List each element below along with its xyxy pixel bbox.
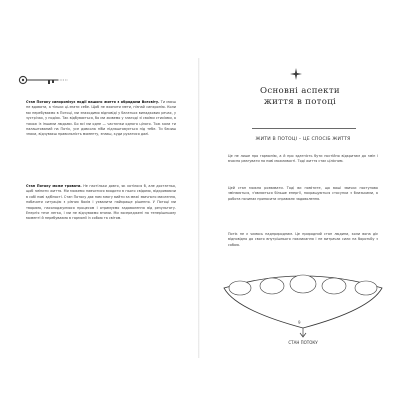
diagram-node-4: [322, 278, 346, 294]
flow-diagram: [220, 270, 386, 350]
right-paragraph-2: Цей стан можна розвивати. Тоді ви помітите, що ваші звички поступово змінюються, з'являється більше енергії, покращуються стосунки з близькими, а робота починає приносити справжнє задоволення.: [228, 186, 378, 201]
diagram-node-3: [290, 275, 316, 293]
right-paragraph-1: Це не лише про гармонію, а й про здатність бути постійно відкритим до змін і вчасно реагувати на нові можливості. Тоді життя стає цілісним.: [228, 154, 378, 164]
left-paragraph-2: [26, 184, 176, 222]
left-paragraph-1: [26, 100, 176, 138]
subhead-divider: [252, 128, 356, 129]
diagram-caption: СТАН ПОТОКУ: [288, 340, 318, 345]
chapter-title: [226, 86, 374, 108]
key-ornament-icon: [18, 72, 70, 88]
right-page-number: 9: [298, 320, 301, 325]
diagram-node-1: [229, 281, 251, 295]
left-paragraph-2-body: Не настільки довго, як хотілося б, але достатньо, щоб змінити життя. Ми можемо навчитися входити в нього свідомо, відкриваючи в собі нові здібності. Стан Потоку дає нам змогу вийти за межі звичного мислення, побачити ситуацію з різних боків і ухвалити найкраще рішення. У Потоці ми творимо, насолоджуємося процесом і отримуємо задоволення від результату. Енергія тече легко, і ми не відчуваємо втоми. Ми зосереджені на теперішньому моменті й перебуваємо в гармонії із собою та світом.: [26, 184, 176, 221]
chapter-title-line-2: життя в потоці: [263, 97, 337, 107]
right-paragraph-3: Потік не є чимось надприродним. Це природний стан людини, коли вона діє відповідно до свого внутрішнього покликання і не витрачає сили на боротьбу з собою.: [228, 232, 378, 247]
diagram-node-5: [355, 281, 377, 295]
left-paragraph-1-body: Ти маєш не вдавати, а тільки ці-знати себе. Щоб не вхопити мети, пізнай синхронію. Коли ми перебуваємо в Потоці, ми знаходимо відповіді у багатьох випадкових речах, у зустрічах, у подіях. Так відбувається, бо ми живемо у злагоді зі своїми стихіями, а також із іншими людьми. Бо всі ми одне — частинки одного цілого. Тож коли ти налаштований на Потік, усе довкола ніби підлаштовується під тебе. Ти бачиш знаки, відчуваєш правильність моменту, знаєш, куди рухатися далі.: [26, 100, 177, 137]
diagram-node-2: [260, 278, 284, 294]
left-paragraph-1-lead: Стан Потоку синхронізує події вашого життя з обрядами Всесвіту.: [26, 100, 160, 104]
book-gutter: [198, 58, 200, 358]
left-paragraph-2-lead: Стан Потоку може тривати.: [26, 184, 82, 188]
section-subheading: ЖИТИ В ПОТОЦІ – ЦЕ СПОСІБ ЖИТТЯ: [255, 137, 351, 142]
chapter-title-line-1: Основні аспекти: [260, 86, 340, 96]
star-icon: [290, 68, 302, 80]
